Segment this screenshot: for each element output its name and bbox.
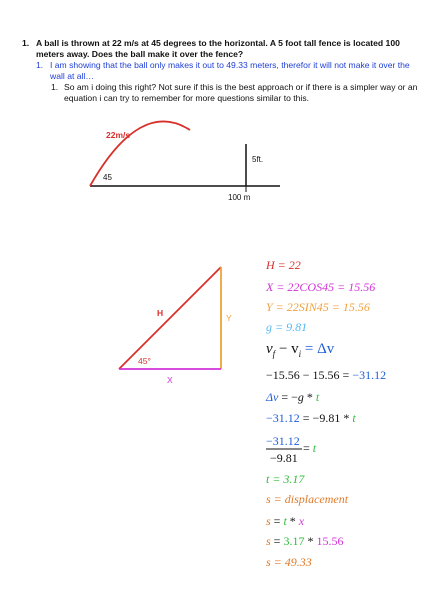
angle-label: 45 (103, 173, 112, 182)
answer-number: 1. (36, 60, 44, 70)
distance-label: 100 m (228, 193, 251, 202)
velocity-triangle (119, 267, 232, 385)
eq-i-sub: i (298, 349, 302, 359)
eq-s-times: * (286, 514, 299, 528)
eq-numeric-mid: = −9.81 * (299, 411, 353, 425)
eq-s2-t: 3.17 (283, 534, 305, 548)
eq-s-t: t (283, 514, 287, 528)
eq-t-var: t (315, 390, 320, 404)
eq-v: v (266, 341, 273, 357)
eq-s-eq: = (270, 514, 284, 528)
eq-numeric-t: t (352, 411, 356, 425)
eq-s2-x: 15.56 (316, 534, 344, 548)
hypotenuse (119, 267, 221, 369)
eq-t-result: t = 3.17 (266, 472, 305, 486)
eq-s-x: x (298, 514, 305, 528)
fence-height-label: 5ft. (252, 155, 264, 164)
eq-g-var: g (297, 390, 304, 404)
eq-s2-var: s (266, 534, 271, 548)
eq-fraction-num: −31.12 (266, 434, 300, 448)
answer-body: I am showing that the ball only makes it out to 49.33 meters, therefor it will not make it over the wall at all… (50, 60, 410, 81)
triangle-angle-label: 45° (138, 356, 151, 366)
eq-s2-eq: = (270, 534, 284, 548)
trajectory-sketch (90, 121, 280, 202)
eq-s-var: s (266, 514, 271, 528)
opp-label: Y (226, 313, 232, 323)
eq-x: X = 22COS45 = 15.56 (266, 280, 376, 294)
eq-sub-result: −31.12 (352, 368, 387, 382)
eq-fraction-rhs (303, 441, 316, 456)
eq-fraction-t: t (312, 441, 317, 455)
eq-fraction-den: −9.81 (270, 451, 298, 465)
eq-sub-left: −15.56 − 15.56 = (266, 368, 353, 382)
eq-dv: Δv (266, 390, 279, 404)
eq-subtraction (266, 368, 386, 383)
question-body: A ball is thrown at 22 m/s at 45 degrees to the horizontal. A 5 foot tall fence is located 100 meters away. Does the ball make it over the fence? (36, 38, 400, 59)
eq-s2-times: * (304, 534, 317, 548)
eq-f-sub: f (272, 349, 276, 359)
eq-minus-v: − v (275, 341, 299, 357)
followup-body: So am i doing this right? Not sure if this is the best approach or if there is a simpler way or an equation i can try to remember for more questions similar to this. (64, 82, 418, 103)
eq-s-numeric (266, 534, 343, 549)
eq-times: * (303, 390, 316, 404)
adj-label: X (167, 375, 173, 385)
eq-dv-gt (266, 390, 319, 405)
followup-number: 1. (51, 82, 59, 92)
hyp-label: H (157, 308, 164, 318)
eq-eq-minus: = − (278, 390, 298, 404)
eq-s-result: s = 49.33 (266, 555, 312, 569)
eq-numeric (266, 411, 356, 426)
velocity-label: 22m/s (106, 130, 131, 140)
eq-y: Y = 22SIN45 = 15.56 (266, 300, 370, 314)
eq-hyp: H = 22 (266, 258, 301, 272)
eq-g: g = 9.81 (266, 320, 308, 334)
eq-delta-v-def (266, 341, 334, 359)
question-number: 1. (22, 38, 30, 48)
eq-s-formula (266, 514, 304, 529)
eq-delta-v: = Δv (301, 341, 335, 357)
eq-fraction-eq: = (303, 441, 313, 455)
eq-numeric-left: −31.12 (266, 411, 300, 425)
eq-s-def: s = displacement (266, 492, 349, 506)
